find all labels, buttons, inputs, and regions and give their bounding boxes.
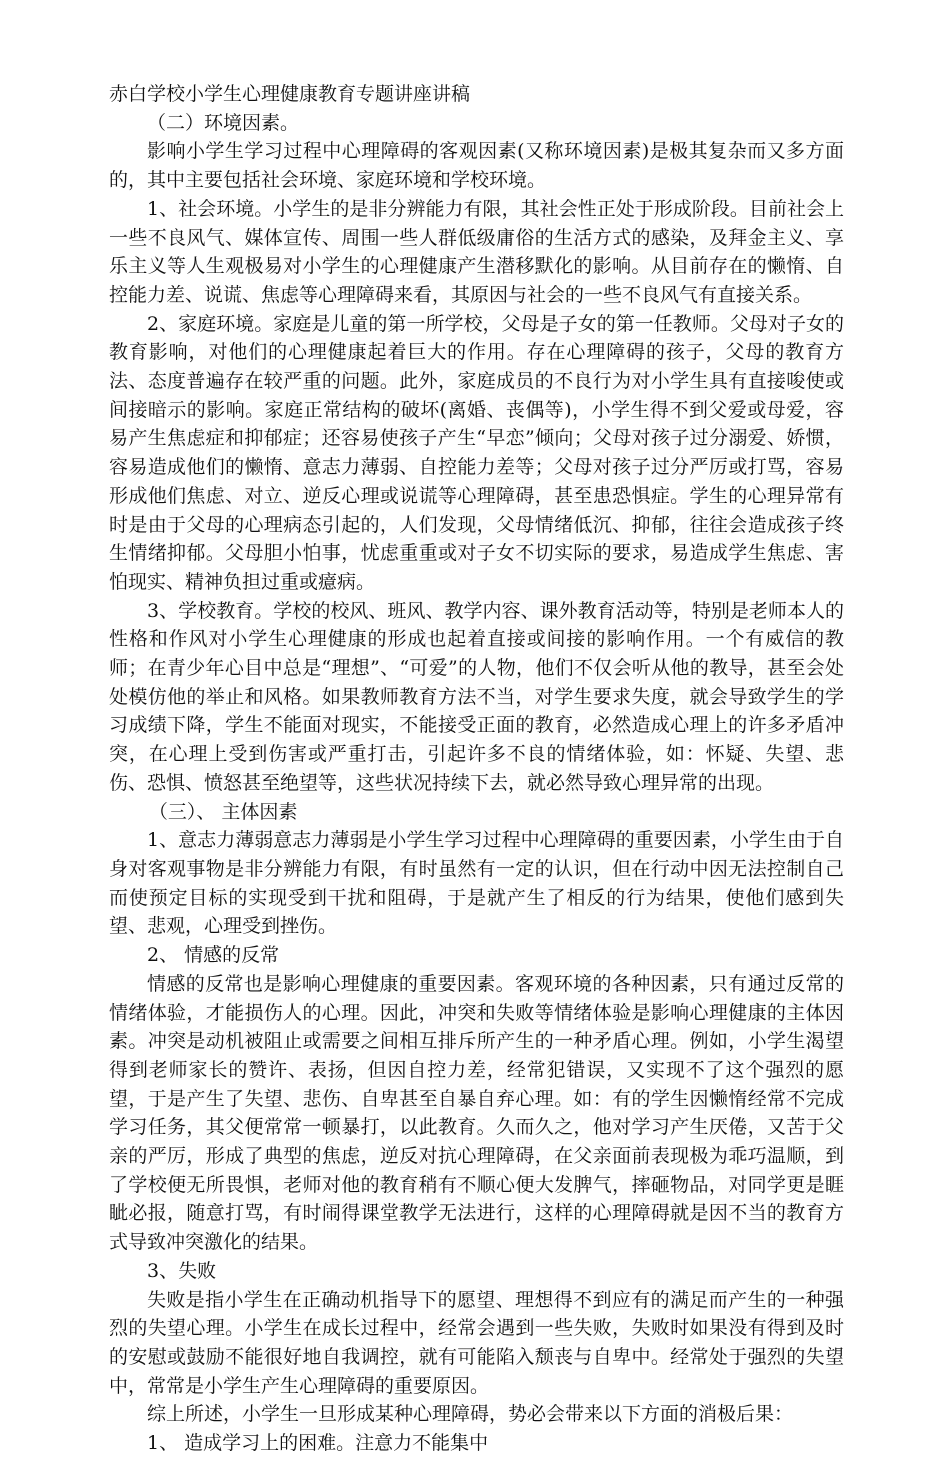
document-page bbox=[109, 80, 844, 1458]
summary-paragraph: 综上所述，小学生一旦形成某种心理障碍，势必会带来以下方面的消极后果： bbox=[147, 1403, 794, 1426]
emotion-heading: 2、 情感的反常 bbox=[147, 944, 280, 967]
environment-intro-paragraph: 影响小学生学习过程中心理障碍的客观因素(又称环境因素)是极其复杂而又多方面的，其中主要包括社会环境、家庭环境和学校环境。 bbox=[109, 140, 844, 192]
failure-paragraph: 失败是指小学生在正确动机指导下的愿望、理想得不到应有的满足而产生的一种强烈的失望心理。小学生在成长过程中，经常会遇到一些失败，失败时如果没有得到及时的安慰或鼓励不能很好地自我调控，就有可能陷入颓丧与自卑中。经常处于强烈的失望中，常常是小学生产生心理障碍的重要原因。 bbox=[109, 1288, 844, 1397]
failure-heading: 3、失败 bbox=[147, 1259, 217, 1282]
family-environment-paragraph: 2、家庭环境。家庭是儿童的第一所学校，父母是子女的第一任教师。父母对子女的教育影响，对他们的心理健康起着巨大的作用。存在心理障碍的孩子，父母的教育方法、态度普遍存在较严重的问题。此外，家庭成员的不良行为对小学生具有直接唆使或间接暗示的影响。家庭正常结构的破坏(离婚、丧偶等)，小学生得不到父爱或母爱，容易产生焦虑症和抑郁症；还容易使孩子产生“早恋”倾向；父母对孩子过分溺爱、娇惯，容易造成他们的懒惰、意志力薄弱、自控能力差等；父母对孩子过分严厉或打骂，容易形成他们焦虑、对立、逆反心理或说谎等心理障碍，甚至患恐惧症。学生的心理异常有时是由于父母的心理病态引起的，人们发现，父母情绪低沉、抑郁，往往会造成孩子终生情绪抑郁。父母胆小怕事，忧虑重重或对子女不切实际的要求，易造成学生焦虑、害怕现实、精神负担过重或癔病。 bbox=[109, 312, 844, 593]
emotion-paragraph: 情感的反常也是影响心理健康的重要因素。客观环境的各种因素，只有通过反常的情绪体验，才能损伤人的心理。因此，冲突和失败等情绪体验是影响心理健康的主体因素。冲突是动机被阻止或需要之间相互排斥所产生的一种矛盾心理。例如，小学生渴望得到老师家长的赞许、表扬，但因自控力差，经常犯错误，又实现不了这个强烈的愿望，于是产生了失望、悲伤、自卑甚至自暴自弃心理。如：有的学生因懒惰经常不完成学习任务，其父便常常一顿暴打，以此教育。久而久之，他对学习产生厌倦，又苦于父亲的严厉，形成了典型的焦虑，逆反对抗心理障碍，在父亲面前表现极为乖巧温顺，到了学校便无所畏惧，老师对他的教育稍有不顺心便大发脾气，摔砸物品，对同学更是睚眦必报，随意打骂，有时闹得课堂教学无法进行，这样的心理障碍就是因不当的教育方式导致冲突激化的结果。 bbox=[109, 972, 844, 1254]
willpower-paragraph: 1、意志力薄弱意志力薄弱是小学生学习过程中心理障碍的重要因素，小学生由于自身对客观事物是非分辨能力有限，有时虽然有一定的认识，但在行动中因无法控制自己而使预定目标的实现受到干扰和阻碍，于是就产生了相反的行为结果，使他们感到失望、悲观，心理受到挫伤。 bbox=[109, 829, 844, 938]
document-title: 赤白学校小学生心理健康教育专题讲座讲稿 bbox=[109, 83, 471, 105]
consequence-item-1: 1、 造成学习上的困难。注意力不能集中 bbox=[147, 1432, 489, 1455]
school-education-paragraph: 3、学校教育。学校的校风、班风、教学内容、课外教育活动等，特别是老师本人的性格和作风对小学生心理健康的形成也起着直接或间接的影响作用。一个有威信的教师；在青少年心目中总是“理想”、“可爱”的人物，他们不仅会听从他的教导，甚至会处处模仿他的举止和风格。如果教师教育方法不当，对学生要求失度，就会导致学生的学习成绩下降，学生不能面对现实，不能接受正面的教育，必然造成心理上的许多矛盾冲突，在心理上受到伤害或严重打击，引起许多不良的情绪体验，如：怀疑、失望、悲伤、恐惧、愤怒甚至绝望等，这些状况持续下去，就必然导致心理异常的出现。 bbox=[109, 599, 844, 794]
section-environment-heading: （二）环境因素。 bbox=[147, 111, 300, 134]
section-subject-heading: （三）、 主体因素 bbox=[148, 800, 298, 823]
social-environment-paragraph: 1、社会环境。小学生的是非分辨能力有限，其社会性正处于形成阶段。目前社会上一些不良风气、媒体宣传、周围一些人群低级庸俗的生活方式的感染，及拜金主义、享乐主义等人生观极易对小学生的心理健康产生潜移默化的影响。从目前存在的懒惰、自控能力差、说谎、焦虑等心理障碍来看，其原因与社会的一些不良风气有直接关系。 bbox=[109, 197, 844, 306]
